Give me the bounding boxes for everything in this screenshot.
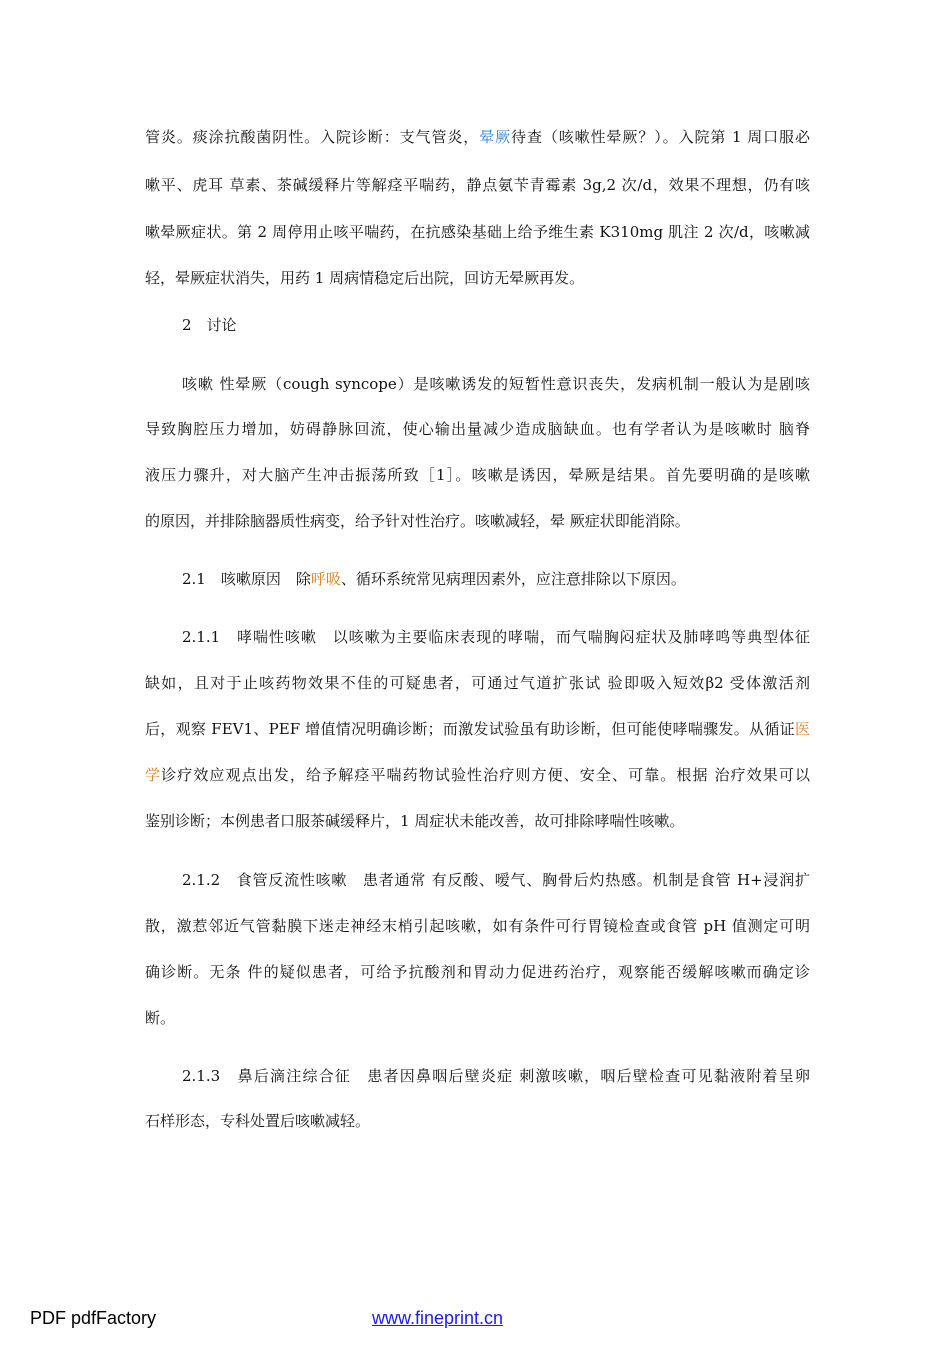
para-2-1-text: 、循环系统常见病理因素外，应注意排除以下原因。 [340,570,686,588]
para-2-1-1-text: 诊疗效应观点出发，给予解痉平喘药物试验性治疗则方便、安全、可靠。根据 治疗效果可以 [161,766,810,784]
para-2-1-1-line-4 [145,765,810,785]
discussion-line-2: 导致胸腔压力增加，妨碍静脉回流，使心输出量减少造成脑缺血。也有学者认为是咳嗽时 脑脊 [145,420,810,438]
para-2-1-1-text: 后，观察 FEV1、PEF 增值情况明确诊断；而激发试验虽有助诊断，但可能使哮喘骤发。从循证 [145,720,795,738]
footer-fineprint-link[interactable]: www.fineprint.cn [372,1308,504,1328]
respiration-link[interactable]: 呼吸 [310,570,341,588]
para-2-1-1-line-5: 鉴别诊断；本例患者口服茶碱缓释片，1 周症状未能改善，故可排除哮喘性咳嗽。 [145,812,685,830]
intro-line-3: 嗽晕厥症状。第 2 周停用止咳平喘药，在抗感染基础上给予维生素 K310mg 肌注 2 次/d，咳嗽减 [145,223,810,241]
intro-line-2: 嗽平、虎耳 草素、茶碱缓释片等解痉平喘药，静点氨苄青霉素 3g,2 次/d，效果不理想，仍有咳 [145,176,810,194]
intro-text: 管炎。痰涂抗酸菌阴性。入院诊断：支气管炎， [145,128,480,146]
intro-line-4: 轻，晕厥症状消失，用药 1 周病情稳定后出院，回访无晕厥再发。 [145,269,585,287]
syncope-link[interactable]: 晕厥 [479,128,512,146]
para-2-1-3-line-2: 石样形态，专科处置后咳嗽减轻。 [145,1112,371,1130]
para-2-1-2-line-3: 确诊断。无条 件的疑似患者，可给予抗酸剂和胃动力促进药治疗，观察能否缓解咳嗽而确定诊 [145,963,810,981]
para-2-1-3-line-1: 2.1.3 鼻后滴注综合征 患者因鼻咽后壁炎症 刺激咳嗽，咽后壁检查可见黏液附着呈卵 [182,1067,810,1085]
discussion-line-3: 液压力骤升，对大脑产生冲击振荡所致［1］。咳嗽是诱因，晕厥是结果。首先要明确的是咳嗽 [145,466,810,484]
para-2-1-2-line-2: 散，激惹邻近气管黏膜下迷走神经末梢引起咳嗽，如有条件可行胃镜检查或食管 pH 值测定可明 [145,917,810,935]
para-2-1-1-line-1: 2.1.1 哮喘性咳嗽 以咳嗽为主要临床表现的哮喘，而气喘胸闷症状及肺哮鸣等典型体征 [182,628,810,646]
para-2-1 [182,569,810,589]
footer-pdffactory-label: PDF pdfFactory [30,1308,157,1328]
intro-line-1 [145,127,810,147]
para-2-1-1-line-2: 缺如，且对于止咳药物效果不佳的可疑患者，可通过气道扩张试 验即吸入短效β2 受体激活剂 [145,674,810,692]
para-2-1-2-line-1: 2.1.2 食管反流性咳嗽 患者通常 有反酸、嗳气、胸骨后灼热感。机制是食管 H+浸润扩 [182,871,810,889]
para-2-1-text: 2.1 咳嗽原因 除 [182,570,311,588]
section-heading-discussion: 2 讨论 [182,316,237,334]
medicine-link-part2[interactable]: 学 [145,766,162,784]
discussion-line-4: 的原因，并排除脑器质性病变，给予针对性治疗。咳嗽减轻，晕 厥症状即能消除。 [145,512,690,530]
para-2-1-2-line-4: 断。 [145,1009,176,1027]
intro-text: 待查（咳嗽性晕厥？）。入院第 1 周口服必 [511,128,810,146]
para-2-1-1-line-3 [145,719,810,739]
discussion-line-1: 咳嗽 性晕厥（cough syncope）是咳嗽诱发的短暂性意识丧失，发病机制一般认为是剧咳 [182,375,810,393]
medicine-link-part1[interactable]: 医 [794,720,810,738]
